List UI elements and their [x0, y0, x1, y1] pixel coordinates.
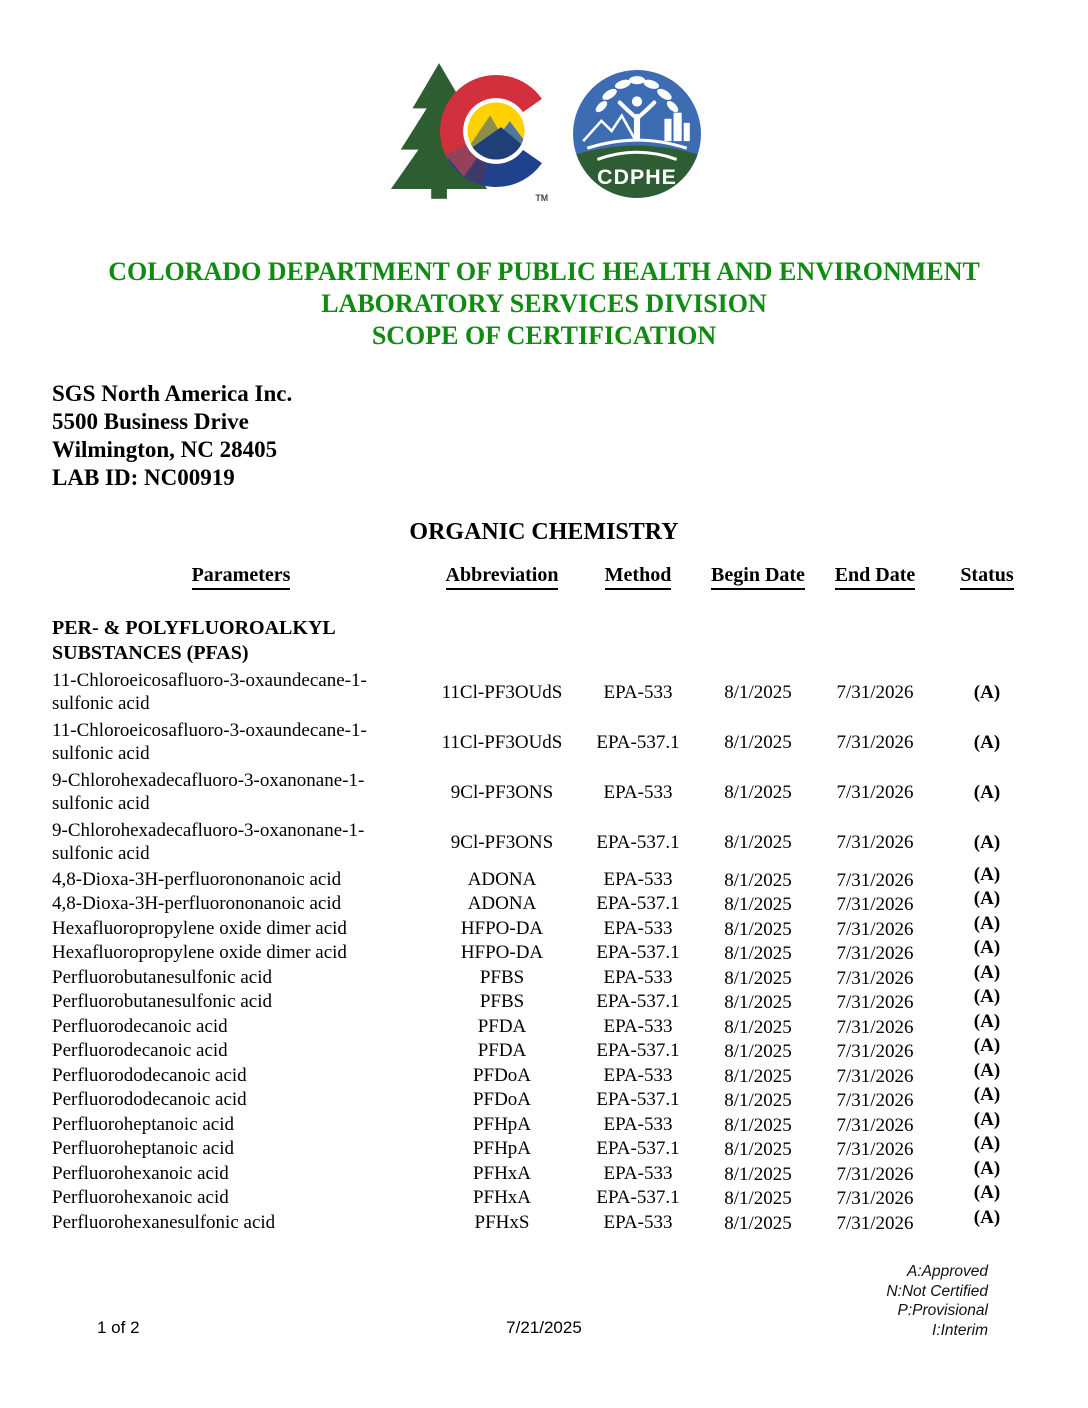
abbreviation-cell: ADONA: [467, 893, 537, 915]
parameter-cell: 4,8-Dioxa-3H-perfluorononanoic acid: [52, 893, 342, 915]
abbreviation-cell: PFHxA: [472, 1162, 532, 1184]
end-date-cell: 7/31/2026: [836, 1090, 914, 1112]
table-row: [52, 767, 1038, 817]
method-cell: EPA-537.1: [596, 991, 680, 1013]
begin-date-cell: 8/1/2025: [724, 1212, 792, 1234]
method-cell: EPA-533: [603, 681, 673, 703]
status-cell: (A): [973, 831, 1001, 853]
end-date-cell: 7/31/2026: [836, 1139, 914, 1161]
title-line-2: LABORATORY SERVICES DIVISION: [321, 289, 767, 318]
status-cell: (A): [973, 1157, 1001, 1179]
method-cell: EPA-537.1: [596, 1187, 680, 1209]
abbreviation-cell: PFDoA: [472, 1089, 532, 1111]
parameter-cell: Perfluoroheptanoic acid: [52, 1138, 235, 1160]
end-date-cell: 7/31/2026: [836, 781, 914, 803]
end-date-cell: 7/31/2026: [836, 992, 914, 1014]
begin-date-cell: 8/1/2025: [724, 1016, 792, 1038]
abbreviation-cell: PFHpA: [472, 1138, 532, 1160]
document-title: [0, 256, 1088, 352]
end-date-cell: 7/31/2026: [836, 831, 914, 853]
status-cell: (A): [973, 1108, 1001, 1130]
end-date-cell: 7/31/2026: [836, 681, 914, 703]
table-row: [52, 1133, 1038, 1162]
parameter-cell: Perfluoroheptanoic acid: [52, 1113, 235, 1135]
status-cell: (A): [973, 781, 1001, 803]
method-cell: EPA-537.1: [596, 831, 680, 853]
col-header-abbreviation: Abbreviation: [430, 564, 574, 590]
end-date-cell: 7/31/2026: [836, 1016, 914, 1038]
table-row: [52, 1035, 1038, 1064]
status-cell: (A): [973, 1182, 1001, 1204]
table-row: [52, 888, 1038, 917]
table-row: [52, 717, 1038, 767]
table-row: [52, 912, 1038, 941]
table-row: [52, 1157, 1038, 1186]
begin-date-cell: 8/1/2025: [724, 918, 792, 940]
end-date-cell: 7/31/2026: [836, 943, 914, 965]
begin-date-cell: 8/1/2025: [724, 1114, 792, 1136]
lab-name: SGS North America Inc.: [52, 381, 293, 406]
parameter-cell: Perfluorohexanesulfonic acid: [52, 1211, 276, 1233]
method-cell: EPA-533: [603, 1113, 673, 1135]
parameter-cell: Perfluorobutanesulfonic acid: [52, 966, 273, 988]
method-cell: EPA-537.1: [596, 942, 680, 964]
status-cell: (A): [973, 681, 1001, 703]
table-row: [52, 937, 1038, 966]
table-row: [52, 1206, 1038, 1235]
status-cell: (A): [973, 888, 1001, 910]
method-cell: EPA-533: [603, 1064, 673, 1086]
begin-date-cell: 8/1/2025: [724, 869, 792, 891]
begin-date-cell: 8/1/2025: [724, 1139, 792, 1161]
method-cell: EPA-537.1: [596, 1040, 680, 1062]
table-body: [52, 667, 1038, 1235]
abbreviation-cell: PFHxA: [472, 1187, 532, 1209]
begin-date-cell: 8/1/2025: [724, 1090, 792, 1112]
begin-date-cell: 8/1/2025: [724, 894, 792, 916]
abbreviation-cell: 9Cl-PF3ONS: [450, 781, 554, 803]
method-cell: EPA-537.1: [596, 1138, 680, 1160]
col-header-begin-date: Begin Date: [702, 564, 814, 590]
status-cell: (A): [973, 912, 1001, 934]
footer-date: 7/21/2025: [506, 1318, 582, 1337]
end-date-cell: 7/31/2026: [836, 894, 914, 916]
end-date-cell: 7/31/2026: [836, 1188, 914, 1210]
method-cell: EPA-533: [603, 1211, 673, 1233]
method-cell: EPA-533: [603, 1162, 673, 1184]
method-cell: EPA-537.1: [596, 1089, 680, 1111]
parameter-cell: 11-Chloroeicosafluoro-3-oxaundecane-1-sulfonic acid: [52, 720, 367, 764]
table-row: [52, 1059, 1038, 1088]
parameter-cell: Perfluorododecanoic acid: [52, 1064, 247, 1086]
abbreviation-cell: PFDA: [477, 1015, 527, 1037]
table-row: [52, 817, 1038, 867]
title-line-3: SCOPE OF CERTIFICATION: [371, 321, 717, 350]
abbreviation-cell: PFHxS: [474, 1211, 530, 1233]
status-cell: (A): [973, 731, 1001, 753]
end-date-cell: 7/31/2026: [836, 967, 914, 989]
abbreviation-cell: PFDA: [477, 1040, 527, 1062]
end-date-cell: 7/31/2026: [836, 1114, 914, 1136]
method-cell: EPA-537.1: [596, 731, 680, 753]
col-header-parameters: Parameters: [52, 564, 430, 590]
abbreviation-cell: PFDoA: [472, 1064, 532, 1086]
parameter-cell: Perfluorodecanoic acid: [52, 1015, 228, 1037]
parameter-cell: Perfluorodecanoic acid: [52, 1040, 228, 1062]
parameter-cell: 4,8-Dioxa-3H-perfluorononanoic acid: [52, 868, 342, 890]
end-date-cell: 7/31/2026: [836, 918, 914, 940]
abbreviation-cell: PFBS: [479, 966, 525, 988]
end-date-cell: 7/31/2026: [836, 1212, 914, 1234]
table-row: [52, 961, 1038, 990]
method-cell: EPA-533: [603, 781, 673, 803]
table-row: [52, 1182, 1038, 1211]
method-cell: EPA-533: [603, 1015, 673, 1037]
abbreviation-cell: 11Cl-PF3OUdS: [441, 681, 563, 703]
begin-date-cell: 8/1/2025: [724, 992, 792, 1014]
lab-address-line-1: 5500 Business Drive: [52, 409, 249, 434]
begin-date-cell: 8/1/2025: [724, 781, 792, 803]
status-cell: (A): [973, 1206, 1001, 1228]
method-cell: EPA-533: [603, 868, 673, 890]
table-row: [52, 863, 1038, 892]
lab-info: [52, 380, 1088, 492]
end-date-cell: 7/31/2026: [836, 731, 914, 753]
table-row: [52, 986, 1038, 1015]
legend-approved: A:Approved: [907, 1263, 988, 1280]
end-date-cell: 7/31/2026: [836, 1163, 914, 1185]
table-header-row: [52, 564, 1038, 590]
parameter-cell: Perfluorododecanoic acid: [52, 1089, 247, 1111]
begin-date-cell: 8/1/2025: [724, 1041, 792, 1063]
end-date-cell: 7/31/2026: [836, 1041, 914, 1063]
status-cell: (A): [973, 1133, 1001, 1155]
status-cell: (A): [973, 863, 1001, 885]
group-label-line-1: PER- & POLYFLUOROALKYL: [52, 617, 336, 639]
method-cell: EPA-533: [603, 917, 673, 939]
parameter-cell: Perfluorohexanoic acid: [52, 1187, 229, 1209]
col-header-method: Method: [574, 564, 702, 590]
begin-date-cell: 8/1/2025: [724, 731, 792, 753]
legend-provisional: P:Provisional: [897, 1302, 988, 1319]
method-cell: EPA-533: [603, 966, 673, 988]
title-line-1: COLORADO DEPARTMENT OF PUBLIC HEALTH AND ENVIRONMENT: [108, 257, 980, 286]
status-cell: (A): [973, 961, 1001, 983]
parameter-cell: 11-Chloroeicosafluoro-3-oxaundecane-1-sulfonic acid: [52, 670, 367, 714]
abbreviation-cell: 9Cl-PF3ONS: [450, 831, 554, 853]
logo-row: [0, 0, 1088, 206]
certification-table: [52, 564, 1038, 1235]
cdphe-logo: [571, 68, 703, 200]
status-cell: (A): [973, 1084, 1001, 1106]
status-cell: (A): [973, 1035, 1001, 1057]
table-row: [52, 1010, 1038, 1039]
abbreviation-cell: HFPO-DA: [460, 917, 544, 939]
abbreviation-cell: ADONA: [467, 868, 537, 890]
trademark-text: TM: [535, 192, 549, 203]
abbreviation-cell: 11Cl-PF3OUdS: [441, 731, 563, 753]
table-row: [52, 1108, 1038, 1137]
status-cell: (A): [973, 937, 1001, 959]
table-row: [52, 1084, 1038, 1113]
lab-address-line-2: Wilmington, NC 28405: [52, 437, 278, 462]
end-date-cell: 7/31/2026: [836, 1065, 914, 1087]
status-cell: (A): [973, 1059, 1001, 1081]
abbreviation-cell: PFHpA: [472, 1113, 532, 1135]
begin-date-cell: 8/1/2025: [724, 1188, 792, 1210]
section-title: ORGANIC CHEMISTRY: [409, 519, 679, 545]
table-row: [52, 667, 1038, 717]
parameter-cell: 9-Chlorohexadecafluoro-3-oxanonane-1-sulfonic acid: [52, 770, 365, 814]
method-cell: EPA-537.1: [596, 893, 680, 915]
colorado-state-logo: [385, 56, 557, 206]
page-number: 1 of 2: [97, 1318, 140, 1337]
parameter-cell: Perfluorohexanoic acid: [52, 1162, 229, 1184]
parameter-cell: Hexafluoropropylene oxide dimer acid: [52, 942, 347, 964]
begin-date-cell: 8/1/2025: [724, 943, 792, 965]
table-group-label: [52, 616, 1038, 666]
col-header-status: Status: [936, 564, 1038, 590]
group-label-line-2: SUBSTANCES (PFAS): [52, 642, 249, 664]
begin-date-cell: 8/1/2025: [724, 1163, 792, 1185]
end-date-cell: 7/31/2026: [836, 869, 914, 891]
parameter-cell: Hexafluoropropylene oxide dimer acid: [52, 917, 347, 939]
abbreviation-cell: HFPO-DA: [460, 942, 544, 964]
legend-interim: I:Interim: [932, 1321, 988, 1339]
lab-id: LAB ID: NC00919: [52, 465, 235, 490]
status-cell: (A): [973, 986, 1001, 1008]
col-header-end-date: End Date: [814, 564, 936, 590]
legend-not-certified: N:Not Certified: [886, 1282, 988, 1300]
abbreviation-cell: PFBS: [479, 991, 525, 1013]
begin-date-cell: 8/1/2025: [724, 1065, 792, 1087]
begin-date-cell: 8/1/2025: [724, 831, 792, 853]
status-cell: (A): [973, 1010, 1001, 1032]
parameter-cell: 9-Chlorohexadecafluoro-3-oxanonane-1-sulfonic acid: [52, 820, 365, 864]
begin-date-cell: 8/1/2025: [724, 967, 792, 989]
begin-date-cell: 8/1/2025: [724, 681, 792, 703]
cdphe-logo-text: CDPHE: [597, 164, 677, 189]
parameter-cell: Perfluorobutanesulfonic acid: [52, 991, 273, 1013]
